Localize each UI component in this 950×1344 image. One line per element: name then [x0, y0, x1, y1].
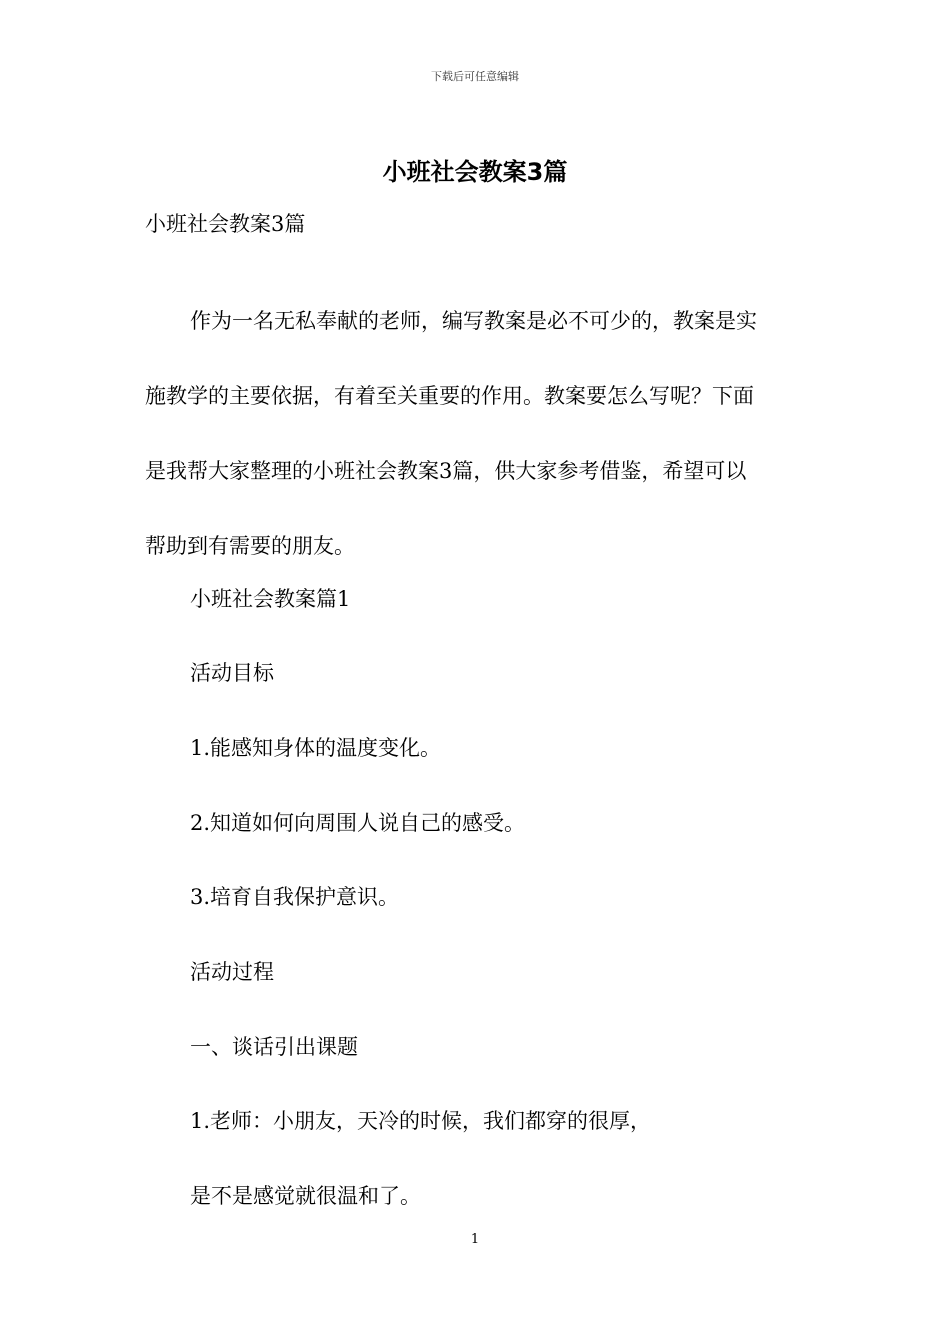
goal-item: 1.能感知身体的温度变化。	[190, 736, 442, 760]
step-heading: 一、谈话引出课题	[190, 1035, 358, 1059]
process-heading: 活动过程	[190, 960, 274, 984]
intro-line: 施教学的主要依据，有着至关重要的作用。教案要怎么写呢？下面	[145, 384, 754, 408]
document-subtitle: 小班社会教案3篇	[145, 212, 306, 236]
intro-line: 是我帮大家整理的小班社会教案3篇，供大家参考借鉴，希望可以	[145, 459, 747, 483]
goal-item: 2.知道如何向周围人说自己的感受。	[190, 811, 526, 835]
page-number: 1	[470, 1232, 480, 1247]
intro-line: 作为一名无私奉献的老师，编写教案是必不可少的，教案是实	[190, 309, 757, 333]
step-line: 是不是感觉就很温和了。	[190, 1184, 421, 1208]
intro-paragraph	[145, 284, 805, 584]
goals-heading: 活动目标	[190, 661, 274, 685]
section-heading: 小班社会教案篇1	[190, 587, 351, 611]
intro-line: 帮助到有需要的朋友。	[145, 534, 355, 558]
step-line: 1.老师：小朋友，天冷的时候，我们都穿的很厚，	[190, 1109, 652, 1133]
document-title: 小班社会教案3篇	[382, 158, 568, 186]
header-note: 下载后可任意编辑	[431, 70, 519, 83]
goal-item: 3.培育自我保护意识。	[190, 885, 400, 909]
